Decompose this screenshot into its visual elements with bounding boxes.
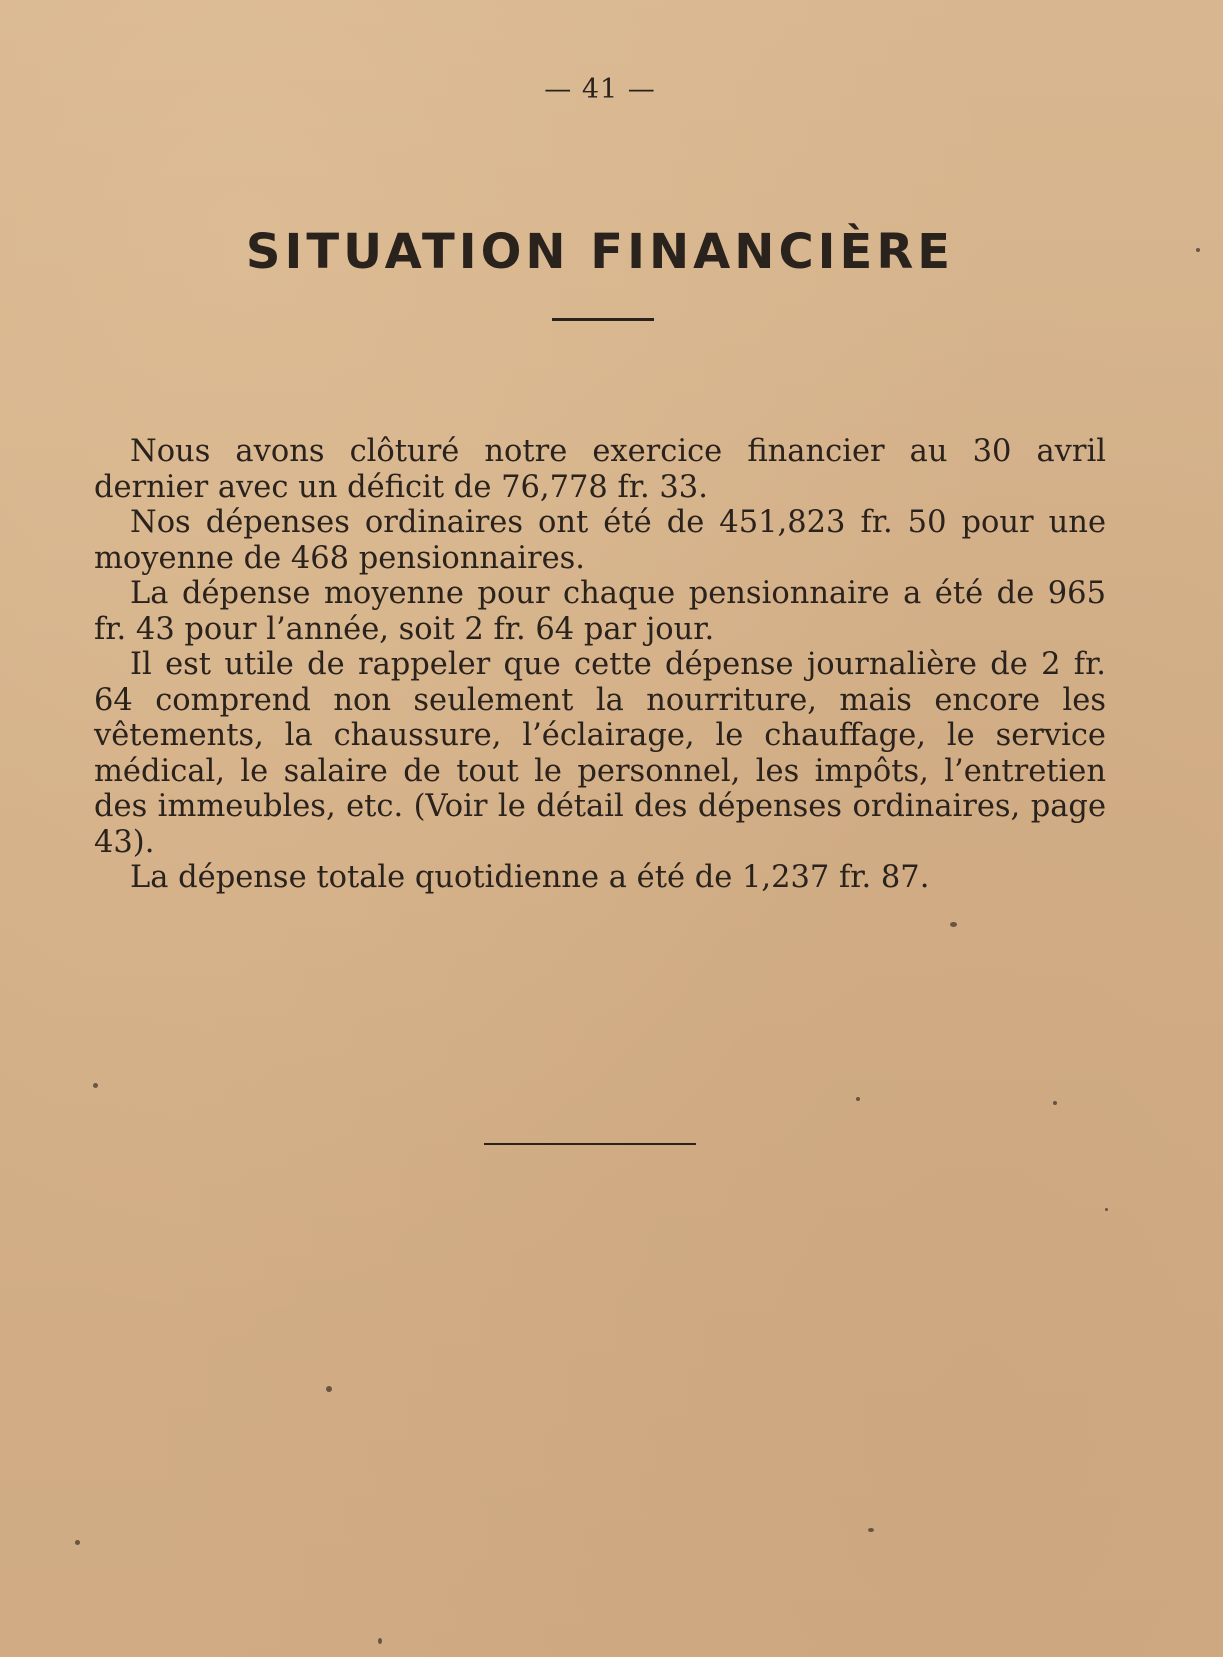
paper-speck xyxy=(378,1638,382,1644)
paragraph: Nous avons clôturé notre exercice financier au 30 avril dernier avec un déficit de 76,778 fr. 33. xyxy=(94,434,1106,505)
paper-speck xyxy=(1105,1208,1108,1211)
page-title: SITUATION FINANCIÈRE xyxy=(245,224,955,280)
paragraph: La dépense moyenne pour chaque pensionnaire a été de 965 fr. 43 pour l’année, soit 2 fr. 64 par jour. xyxy=(94,576,1106,647)
page-number: — 41 — xyxy=(544,74,656,105)
paper-speck xyxy=(868,1528,874,1532)
paper-speck xyxy=(950,922,957,927)
paragraph: Nos dépenses ordinaires ont été de 451,823 fr. 50 pour une moyenne de 468 pensionnaires. xyxy=(94,505,1106,576)
paragraph: Il est utile de rappeler que cette dépense journalière de 2 fr. 64 comprend non seulement la nourriture, mais encore les vêtements, la chaussure, l’éclairage, le chauffage, le service médical, le salaire de tout le personnel, les impôts, l’entretien des immeubles, etc. (Voir le détail des dépenses ordinaires, page 43). xyxy=(94,647,1106,860)
paper-speck xyxy=(856,1097,860,1101)
paper-speck xyxy=(75,1540,80,1545)
paper-speck xyxy=(1053,1101,1057,1105)
paper-speck xyxy=(93,1083,98,1088)
paragraph: La dépense totale quotidienne a été de 1,237 fr. 87. xyxy=(130,860,930,895)
body-text xyxy=(94,434,1106,896)
title-rule xyxy=(552,318,654,321)
paper-speck xyxy=(326,1386,332,1392)
end-rule xyxy=(484,1143,696,1145)
